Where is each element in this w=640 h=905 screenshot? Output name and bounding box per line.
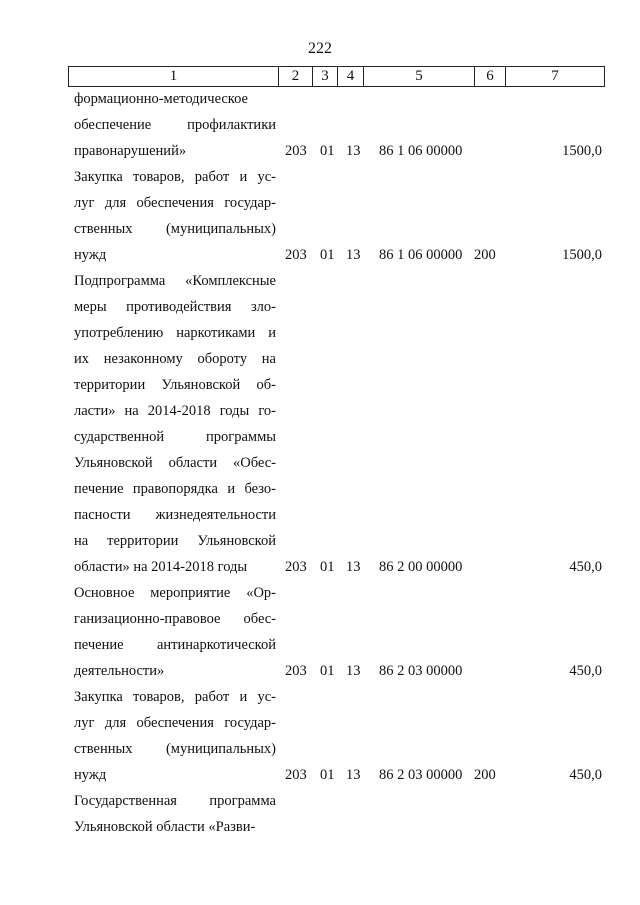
row-cell-c7: 450,0 xyxy=(569,767,602,783)
row-cell-c3: 01 xyxy=(320,663,335,679)
column-header-4: 4 xyxy=(338,67,364,87)
row-cell-c4: 13 xyxy=(346,247,361,263)
row-name-line: пасности жизнедеятельности xyxy=(74,507,276,523)
row-cell-c4: 13 xyxy=(346,663,361,679)
row-cell-c7: 450,0 xyxy=(569,663,602,679)
row-cell-c7: 1500,0 xyxy=(562,143,602,159)
row-cell-c5: 86 1 06 00000 xyxy=(379,247,463,263)
row-name-line: их незаконному обороту на xyxy=(74,351,276,367)
row-name-line: ласти» на 2014-2018 годы го- xyxy=(74,403,276,419)
row-name-line: ственных (муниципальных) xyxy=(74,221,276,237)
row-name-line: правонарушений» xyxy=(74,143,187,159)
row-cell-c3: 01 xyxy=(320,559,335,575)
row-cell-c5: 86 2 00 00000 xyxy=(379,559,463,575)
row-name xyxy=(74,788,276,840)
row-name-line: печение правопорядка и безо- xyxy=(74,481,276,497)
row-name-line: ганизационно-правовое обес- xyxy=(74,611,276,627)
row-cell-c4: 13 xyxy=(346,143,361,159)
row-name-line: Ульяновской области «Обес- xyxy=(74,455,276,471)
row-name-line: луг для обеспечения государ- xyxy=(74,715,276,731)
column-header-5: 5 xyxy=(364,67,475,87)
row-name-line: меры противодействия зло- xyxy=(74,299,276,315)
row-cell-c3: 01 xyxy=(320,143,335,159)
row-name-line: нужд xyxy=(74,247,107,263)
row-name-line: Закупка товаров, работ и ус- xyxy=(74,169,276,185)
row-name-line: территории Ульяновской об- xyxy=(74,377,276,393)
row-name-line: сударственной программы xyxy=(74,429,276,445)
row-cell-c4: 13 xyxy=(346,559,361,575)
row-cell-c2: 203 xyxy=(285,559,307,575)
column-header-7: 7 xyxy=(506,67,605,87)
row-name-line: Ульяновской области «Разви- xyxy=(74,819,256,835)
row-cell-c2: 203 xyxy=(285,663,307,679)
row-name-line: Основное мероприятие «Ор- xyxy=(74,585,276,601)
row-name-line: употреблению наркотиками и xyxy=(74,325,276,341)
row-name xyxy=(74,86,276,164)
row-name-line: деятельности» xyxy=(74,663,165,679)
column-header-table xyxy=(68,66,605,87)
row-cell-c6: 200 xyxy=(474,247,496,263)
row-cell-c3: 01 xyxy=(320,247,335,263)
row-cell-c2: 203 xyxy=(285,247,307,263)
row-name-line: нужд xyxy=(74,767,107,783)
row-cell-c7: 450,0 xyxy=(569,559,602,575)
row-name xyxy=(74,684,276,788)
column-header-3: 3 xyxy=(313,67,338,87)
row-cell-c7: 1500,0 xyxy=(562,247,602,263)
row-cell-c2: 203 xyxy=(285,767,307,783)
column-header-2: 2 xyxy=(279,67,313,87)
row-name-line: на территории Ульяновской xyxy=(74,533,276,549)
row-name-line: Подпрограмма «Комплексные xyxy=(74,273,276,289)
row-cell-c5: 86 2 03 00000 xyxy=(379,663,463,679)
row-name xyxy=(74,580,276,684)
row-name-line: луг для обеспечения государ- xyxy=(74,195,276,211)
row-name xyxy=(74,268,276,580)
row-name-line: Государственная программа xyxy=(74,793,276,809)
row-name-line: ственных (муниципальных) xyxy=(74,741,276,757)
row-name-line: обеспечение профилактики xyxy=(74,117,276,133)
row-name-line: формационно-методическое xyxy=(74,91,248,107)
page-number: 222 xyxy=(308,40,332,57)
row-name-line: печение антинаркотической xyxy=(74,637,276,653)
row-cell-c3: 01 xyxy=(320,767,335,783)
row-cell-c2: 203 xyxy=(285,143,307,159)
row-name-line: области» на 2014-2018 годы xyxy=(74,559,248,575)
row-cell-c5: 86 2 03 00000 xyxy=(379,767,463,783)
row-name-line: Закупка товаров, работ и ус- xyxy=(74,689,276,705)
row-cell-c4: 13 xyxy=(346,767,361,783)
row-cell-c5: 86 1 06 00000 xyxy=(379,143,463,159)
column-header-1: 1 xyxy=(69,67,279,87)
row-name xyxy=(74,164,276,268)
column-header-6: 6 xyxy=(475,67,506,87)
row-cell-c6: 200 xyxy=(474,767,496,783)
